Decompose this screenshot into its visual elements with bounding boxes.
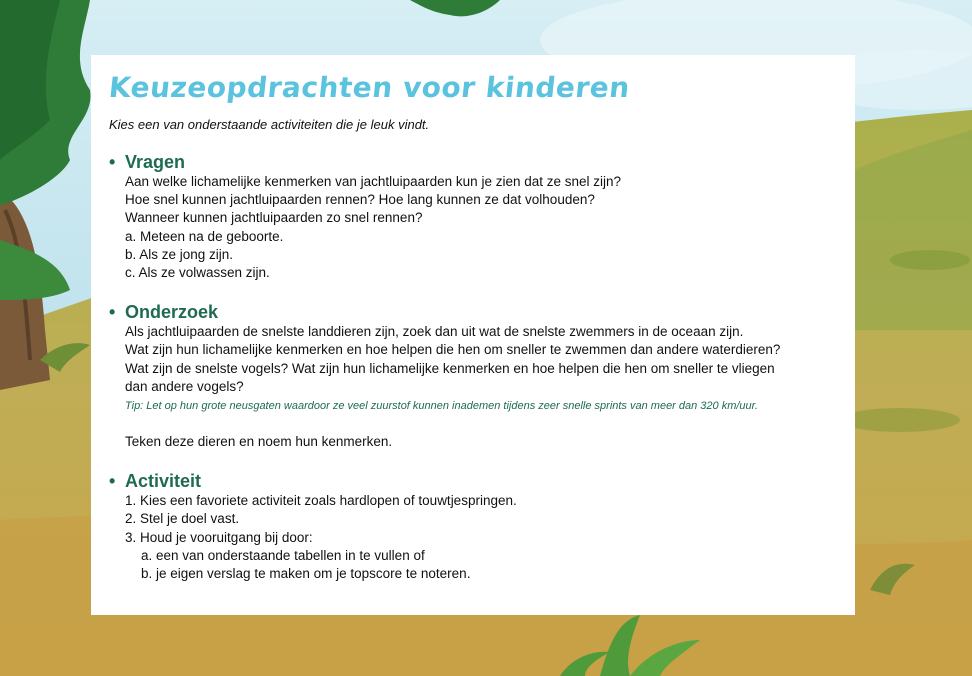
answer-option: c. Als ze volwassen zijn. <box>125 265 270 281</box>
section-heading <box>109 470 837 492</box>
intro-text: Kies een van onderstaande activiteiten die je leuk vindt. <box>109 117 430 132</box>
tip-text: Tip: Let op hun grote neusgaten waardoor ze veel zuurstof kunnen inademen tijdens zeer snelle sprints van meer dan 320 km/uur. <box>125 400 758 413</box>
sub-item: b. je eigen verslag te maken om je topscore te noteren. <box>141 566 471 582</box>
numbered-item: 2. Stel je doel vast. <box>125 511 240 527</box>
section-title: Activiteit <box>125 470 202 491</box>
text-line: Wat zijn hun lichamelijke kenmerken en hoe helpen die hen om sneller te zwemmen dan andere waterdieren? <box>125 342 781 358</box>
section-body <box>125 173 837 282</box>
answer-option: a. Meteen na de geboorte. <box>125 228 284 244</box>
spacer <box>125 416 837 433</box>
section-title: Onderzoek <box>125 301 219 322</box>
text-line: Als jachtluipaarden de snelste landdieren zijn, zoek dan uit wat de snelste zwemmers in de oceaan zijn. <box>125 324 744 340</box>
section-vragen <box>109 151 837 282</box>
bullet-icon: • <box>109 301 116 322</box>
section-body <box>125 323 837 451</box>
section-heading <box>109 301 837 323</box>
section-title: Vragen <box>125 151 186 172</box>
page-title: Keuzeopdrachten voor kinderen <box>107 71 632 104</box>
section-activiteit <box>109 470 837 583</box>
content-card <box>91 55 855 615</box>
bullet-icon: • <box>109 470 116 491</box>
section-onderzoek <box>109 301 837 451</box>
text-line: Aan welke lichamelijke kenmerken van jachtluipaarden kun je zien dat ze snel zijn? <box>125 174 622 189</box>
text-line: dan andere vogels? <box>125 378 244 394</box>
answer-option: b. Als ze jong zijn. <box>125 246 234 262</box>
bullet-icon: • <box>109 151 116 172</box>
text-line: Teken deze dieren en noem hun kenmerken. <box>125 434 393 450</box>
section-body <box>125 492 837 583</box>
numbered-item: 1. Kies een favoriete activiteit zoals hardlopen of touwtjespringen. <box>125 493 517 509</box>
text-line: Wanneer kunnen jachtluipaarden zo snel rennen? <box>125 210 423 226</box>
numbered-item: 3. Houd je vooruitgang bij door: <box>125 529 313 545</box>
text-line: Hoe snel kunnen jachtluipaarden rennen? Hoe lang kunnen ze dat volhouden? <box>125 192 595 208</box>
text-line: Wat zijn de snelste vogels? Wat zijn hun lichamelijke kenmerken en hoe helpen die hen om sneller te vliegen <box>125 360 775 376</box>
sub-item: a. een van onderstaande tabellen in te vullen of <box>141 547 425 563</box>
section-heading <box>109 151 837 173</box>
